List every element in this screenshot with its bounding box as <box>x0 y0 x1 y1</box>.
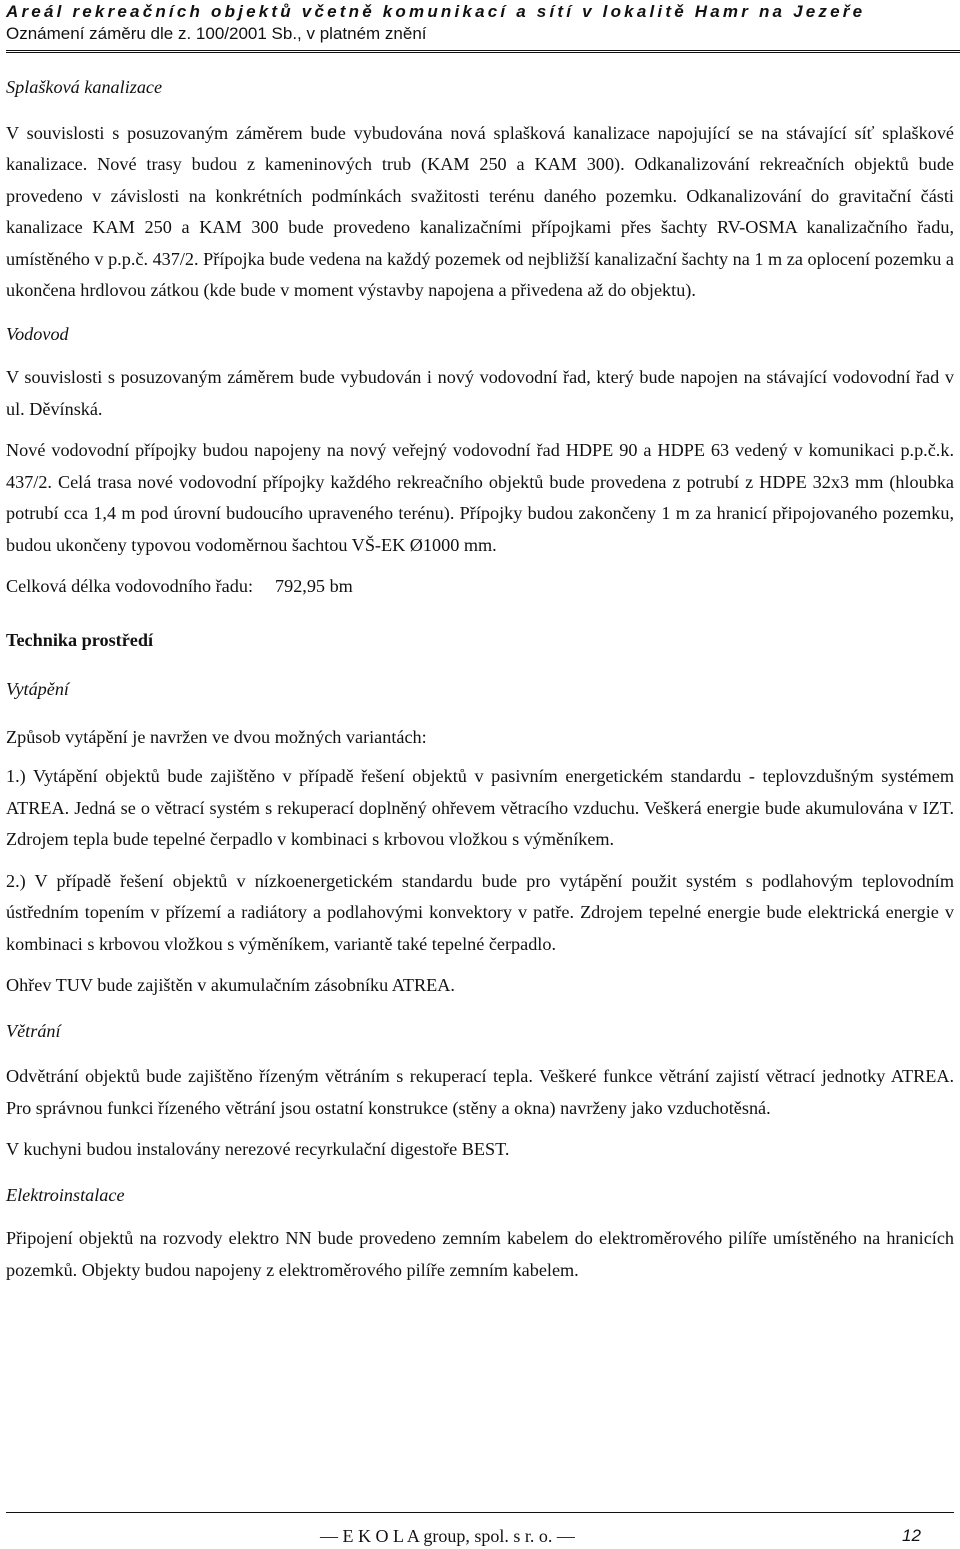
heading-vytapeni: Vytápění <box>6 679 69 699</box>
footer-divider <box>6 1512 954 1513</box>
page-header <box>6 0 956 45</box>
paragraph-vetrani-1: Odvětrání objektů bude zajištěno řízeným větráním s rekuperací tepla. Veškeré funkce větrání zajistí větrací jednotky ATREA. Pro správnou funkci řízeného větrání jsou ostatní konstrukce (stěny a okna) navrženy jako vzduchotěsná. <box>6 1066 954 1118</box>
paragraph-kanalizace: V souvislosti s posuzovaným záměrem bude vybudována nová splašková kanalizace napojující se na stávající síť splaškové kanalizace. Nové trasy budou z kameninových trub (KAM 250 a KAM 300). Odkanalizování rekreačních objektů bude provedeno v závislosti na konkrétních podmínkách svažitosti terénu daného pozemku. Odkanalizování do gravitační části kanalizace KAM 250 a KAM 300 bude provedeno kanalizačními přípojkami přes šachty RV-OSMA kanalizačního řadu, umístěného v p.p.č. 437/2. Přípojka bude vedena na každý pozemek od nejbližší kanalizační šachty na 1 m za oplocení pozemku a ukončena hrdlovou zátkou (kde bude v moment výstavby napojena a přivedena až do objektu). <box>6 122 954 300</box>
paragraph-vytapeni-intro: Způsob vytápění je navržen ve dvou možných variantách: <box>6 726 427 747</box>
water-main-length-label: Celková délka vodovodního řadu: <box>6 576 253 596</box>
document-title: Areál rekreačních objektů včetně komunikací a sítí v lokalitě Hamr na Jezeře <box>6 2 866 21</box>
paragraph-vodovod-1: V souvislosti s posuzovaným záměrem bude vybudován i nový vodovodní řad, který bude napojen na stávající vodovodní řad v ul. Děvínská. <box>6 367 954 419</box>
footer-company: — E K O L A group, spol. s r. o. — <box>320 1526 575 1546</box>
paragraph-vetrani-2: V kuchyni budou instalovány nerezové recyrkulační digestoře BEST. <box>6 1139 510 1159</box>
heading-vetrani: Větrání <box>6 1020 61 1041</box>
heading-technika-prostredi: Technika prostředí <box>6 629 154 650</box>
document-subtitle: Oznámení záměru dle z. 100/2001 Sb., v platném znění <box>6 24 427 43</box>
paragraph-vodovod-2: Nové vodovodní přípojky budou napojeny na nový veřejný vodovodní řad HDPE 90 a HDPE 63 vedený v komunikaci p.p.č.k. 437/2. Celá trasa nové vodovodní přípojky každého rekreačního objektů bude provedena z potrubí z HDPE 32x3 mm (hloubka potrubí cca 1,4 m pod úrovní budoucího upraveného terénu). Přípojky budou zakončeny 1 m za hranicí připojovaného pozemku, budou ukončeny typovou vodoměrnou šachtou VŠ-EK Ø1000 mm. <box>6 440 954 555</box>
heading-vodovod: Vodovod <box>6 323 69 344</box>
paragraph-vytapeni-tuv: Ohřev TUV bude zajištěn v akumulačním zásobníku ATREA. <box>6 975 455 995</box>
page-number: 12 <box>902 1526 921 1545</box>
document-body <box>6 72 954 1286</box>
paragraph-vytapeni-variant-2: 2.) V případě řešení objektů v nízkoenergetickém standardu bude pro vytápění použit systém s podlahovým teplovodním ústředním topením v přízemí a radiátory a podlahovými konvektory v patře. Zdrojem tepelné energie bude elektrická energie v kombinaci s krbovou vložkou s výměníkem, variantě také tepelné čerpadlo. <box>6 870 954 954</box>
heading-splaskova-kanalizace: Splašková kanalizace <box>6 77 163 97</box>
header-divider <box>6 50 960 53</box>
heading-elektroinstalace: Elektroinstalace <box>6 1184 125 1205</box>
paragraph-vytapeni-variant-1: 1.) Vytápění objektů bude zajištěno v případě řešení objektů v pasivním energetickém standardu - teplovzdušným systémem ATREA. Jedná se o větrací systém s rekuperací doplněný ohřevem větracího vzduchu. Veškerá energie bude akumulována v IZT. Zdrojem tepla bude tepelné čerpadlo v kombinaci s krbovou vložkou s výměníkem. <box>6 766 954 849</box>
water-main-length-value: 792,95 bm <box>275 576 353 596</box>
paragraph-elektroinstalace: Připojení objektů na rozvody elektro NN bude provedeno zemním kabelem do elektroměrového pilíře umístěného na hranicích pozemků. Objekty budou napojeny z elektroměrového pilíře zemním kabelem. <box>6 1228 954 1280</box>
water-main-length <box>6 571 954 603</box>
